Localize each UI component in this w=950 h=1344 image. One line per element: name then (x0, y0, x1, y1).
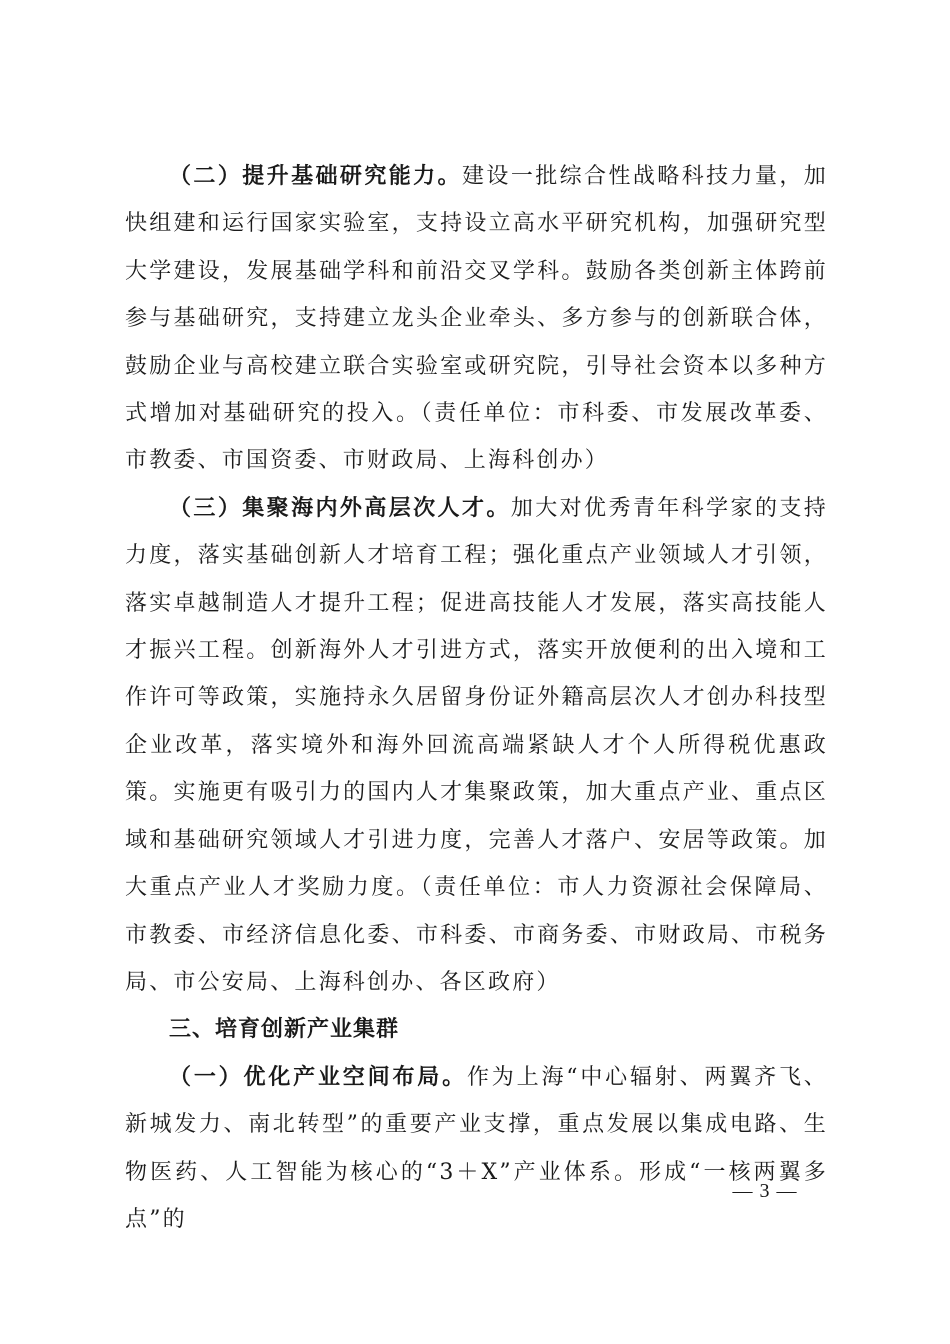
document-body (125, 153, 828, 1243)
section-heading: 三、培育创新产业集群 (169, 1017, 400, 1043)
paragraph-lead: （二）提升基础研究能力。 (169, 163, 462, 189)
page-number: — 3 — (732, 1180, 798, 1202)
paragraph-text: 作为上海“中心辐射、两翼齐飞、新城发力、南北转型”的重要产业支撑，重点发展以集成电路、生物医药、人工智能为核心的“3＋X”产业体系。形成“一核两翼多点”的 (125, 1064, 829, 1232)
paragraph-lead: （三）集聚海内外高层次人才。 (169, 494, 511, 521)
paragraph-talent (125, 485, 828, 1006)
paragraph-lead: （一）优化产业空间布局。 (169, 1063, 467, 1090)
paragraph-text: 建设一批综合性战略科技力量，加快组建和运行国家实验室，支持设立高水平研究机构，加强研究型大学建设，发展基础学科和前沿交叉学科。鼓励各类创新主体跨前参与基础研究，支持建立龙头企业牵头、多方参与的创新联合体，鼓励企业与高校建立联合实验室或研究院，引导社会资本以多种方式增加对基础研究的投入。（责任单位：市科委、市发展改革委、市教委、市国资委、市财政局、上海科创办） (125, 164, 828, 474)
paragraph-industry-layout (125, 1054, 828, 1244)
paragraph-text: 加大对优秀青年科学家的支持力度，落实基础创新人才培育工程；强化重点产业领域人才引领，落实卓越制造人才提升工程；促进高技能人才发展，落实高技能人才振兴工程。创新海外人才引进方式，落实开放便利的出入境和工作许可等政策，实施持永久居留身份证外籍高层次人才创办科技型企业改革，落实境外和海外回流高端紧缺人才个人所得税优惠政策。实施更有吸引力的国内人才集聚政策，加大重点产业、重点区域和基础研究领域人才引进力度，完善人才落户、安居等政策。加大重点产业人才奖励力度。（责任单位：市人力资源社会保障局、市教委、市经济信息化委、市科委、市商务委、市财政局、市税务局、市公安局、上海科创办、各区政府） (125, 495, 828, 995)
paragraph-basic-research (125, 153, 828, 485)
